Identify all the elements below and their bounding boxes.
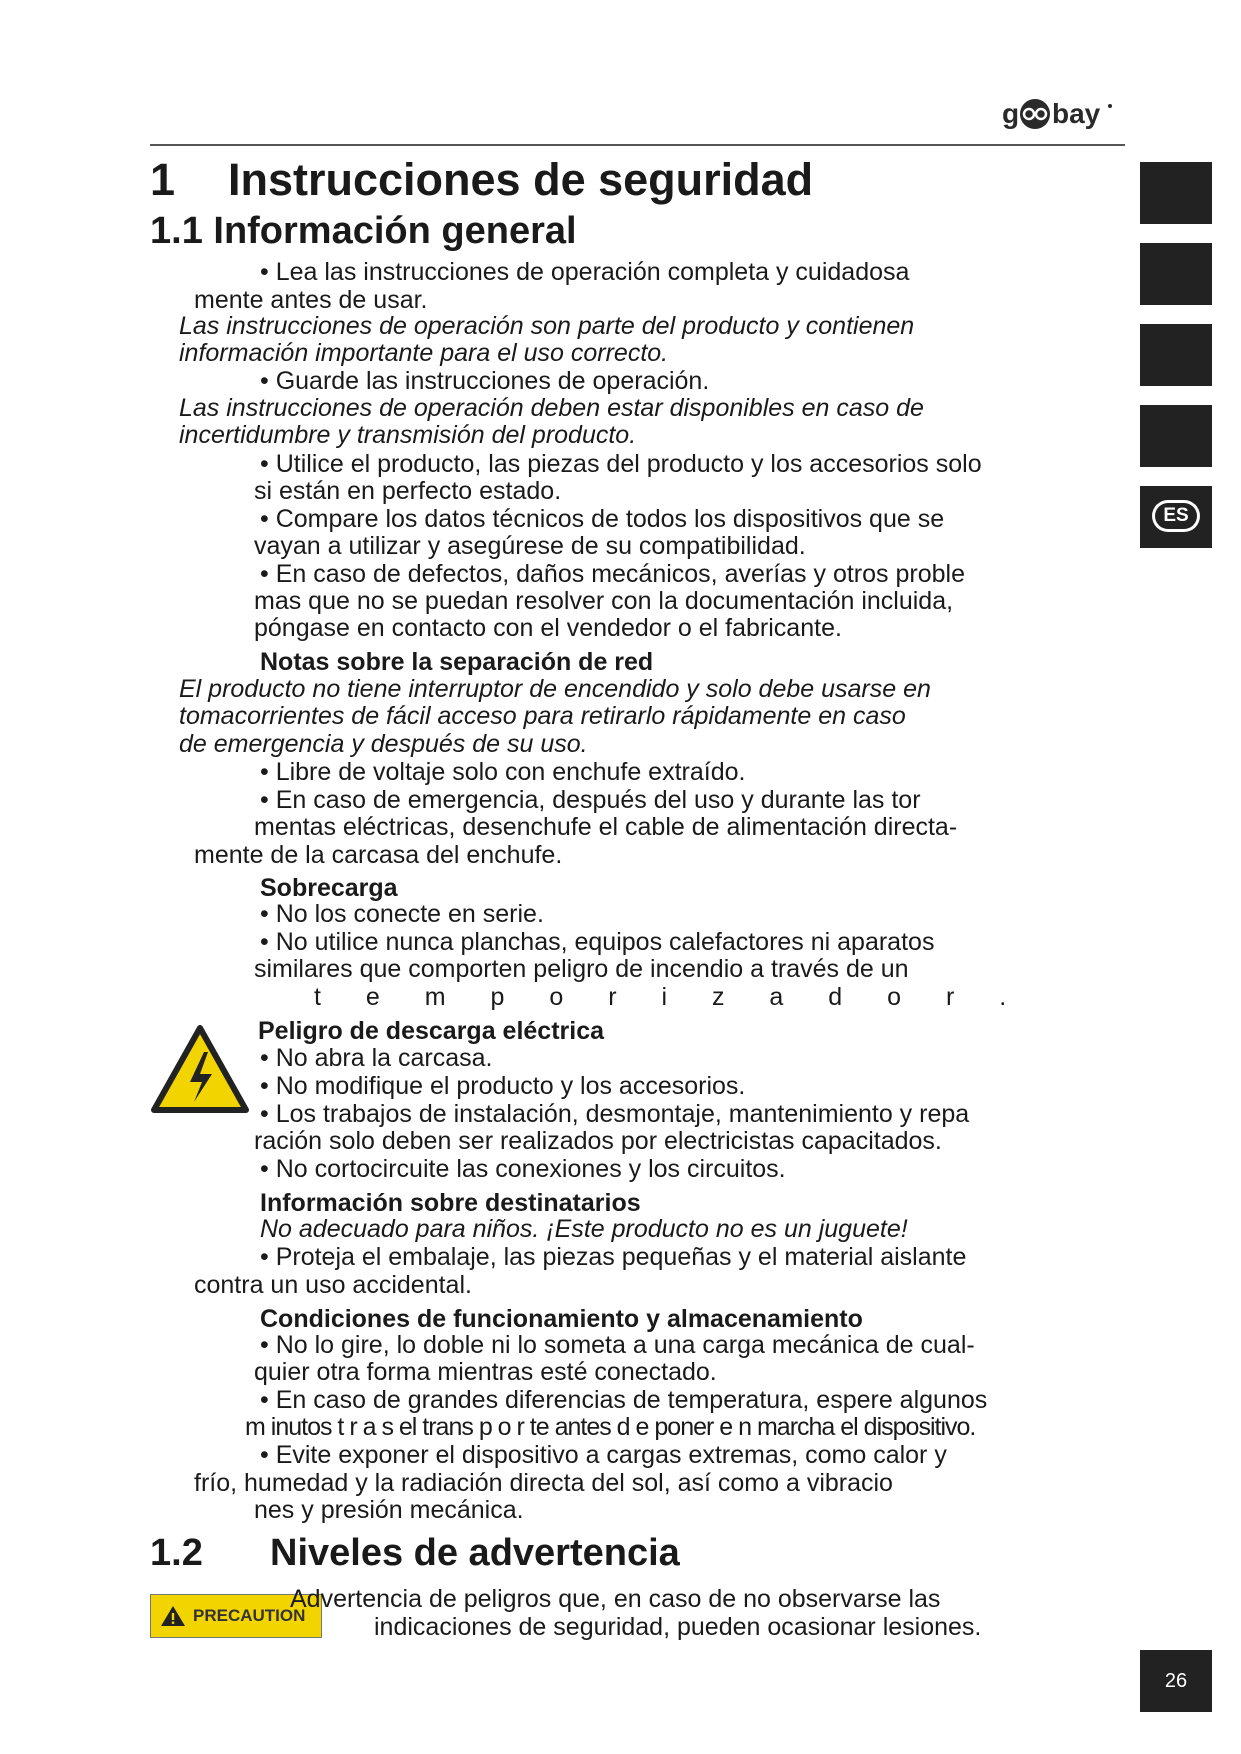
body-line: m inutos t r a s el trans p o r te antes d e poner e n marcha el dispositivo. [245, 1413, 976, 1441]
brand-logo [994, 97, 1132, 138]
chapter-title-text: Instrucciones de seguridad [228, 154, 814, 205]
body-line: tomacorrientes de fácil acceso para retirarlo rápidamente en caso [179, 702, 906, 730]
section-number: 1.2 [150, 1532, 203, 1574]
body-line: • En caso de emergencia, después del uso y durante las tor [260, 786, 921, 814]
body-line: mas que no se puedan resolver con la documentación incluida, [254, 587, 954, 615]
body-line: mente de la carcasa del enchufe. [194, 841, 563, 869]
body-line: información importante para el uso correcto. [179, 339, 669, 367]
body-line: • Compare los datos técnicos de todos los dispositivos que se [260, 505, 945, 533]
body-line: ración solo deben ser realizados por electricistas capacitados. [254, 1127, 942, 1155]
side-tab [1140, 243, 1212, 305]
body-line: contra un uso accidental. [194, 1271, 472, 1299]
body-line: indicaciones de seguridad, pueden ocasionar lesiones. [374, 1613, 982, 1641]
electric-hazard-icon [150, 1024, 250, 1114]
side-tab [1140, 324, 1212, 386]
section-title: Niveles de advertencia [270, 1532, 680, 1574]
section-heading-1-2 [150, 1532, 680, 1575]
body-line: • No utilice nunca planchas, equipos calefactores ni aparatos [260, 928, 935, 956]
chapter-title [150, 154, 813, 206]
body-line: • En caso de grandes diferencias de temperatura, espere algunos [260, 1386, 988, 1414]
language-badge [1152, 500, 1200, 532]
body-line: vayan a utilizar y asegúrese de su compatibilidad. [254, 532, 806, 560]
goobay-logo-icon [1002, 97, 1132, 131]
header-divider [150, 144, 1125, 146]
body-line: mente antes de usar. [194, 286, 428, 314]
precaution-text: PRECAUTION [193, 1606, 306, 1625]
body-line: si están en perfecto estado. [254, 477, 562, 505]
svg-text:g: g [1001, 98, 1019, 129]
language-code: ES [1155, 503, 1197, 529]
body-line: • No los conecte en serie. [260, 900, 544, 928]
body-line: mentas eléctricas, desenchufe el cable de alimentación directa- [254, 813, 958, 841]
body-line: • No cortocircuite las conexiones y los circuitos. [260, 1155, 786, 1183]
body-line: • No abra la carcasa. [260, 1044, 493, 1072]
body-line: Advertencia de peligros que, en caso de no observarse las [290, 1585, 941, 1613]
body-line: quier otra forma mientras esté conectado. [254, 1358, 717, 1386]
subheading: Peligro de descarga eléctrica [258, 1017, 605, 1045]
body-line: • Evite exponer el dispositivo a cargas extremas, como calor y [260, 1441, 947, 1469]
body-line: de emergencia y después de su uso. [179, 730, 588, 758]
subheading: Notas sobre la separación de red [260, 648, 654, 676]
subheading: Sobrecarga [260, 874, 398, 902]
svg-text:bay: bay [1051, 98, 1101, 129]
body-line: • En caso de defectos, daños mecánicos, averías y otros proble [260, 560, 965, 588]
subheading: Información sobre destinatarios [260, 1189, 641, 1217]
body-line: nes y presión mecánica. [254, 1496, 524, 1524]
side-tab [1140, 405, 1212, 467]
warning-triangle-icon [159, 1604, 187, 1628]
body-line: Las instrucciones de operación deben estar disponibles en caso de [179, 394, 924, 422]
body-line: • Proteja el embalaje, las piezas pequeñas y el material aislante [260, 1243, 967, 1271]
body-line: • Los trabajos de instalación, desmontaje, mantenimiento y repa [260, 1100, 970, 1128]
body-line: No adecuado para niños. ¡Este producto no es un juguete! [260, 1215, 908, 1243]
chapter-number: 1 [150, 154, 176, 205]
body-line: frío, humedad y la radiación directa del sol, así como a vibracio [194, 1469, 893, 1497]
body-line: póngase en contacto con el vendedor o el fabricante. [254, 614, 842, 642]
body-line: • Libre de voltaje solo con enchufe extraído. [260, 758, 746, 786]
body-line: • No modifique el producto y los accesorios. [260, 1072, 746, 1100]
body-line: similares que comporten peligro de incendio a través de un [254, 955, 909, 983]
body-line: • No lo gire, lo doble ni lo someta a una carga mecánica de cual- [260, 1331, 975, 1359]
body-line: • Lea las instrucciones de operación completa y cuidadosa [260, 258, 910, 286]
body-line: • Utilice el producto, las piezas del producto y los accesorios solo [260, 450, 982, 478]
body-line: Las instrucciones de operación son parte del producto y contienen [179, 312, 915, 340]
page-number: 26 [1140, 1650, 1212, 1712]
body-line: incertidumbre y transmisión del producto. [179, 421, 637, 449]
subheading: Condiciones de funcionamiento y almacenamiento [260, 1305, 863, 1333]
section-heading-1-1: 1.1 Información general [150, 210, 577, 252]
body-line: El producto no tiene interruptor de encendido y solo debe usarse en [179, 675, 931, 703]
side-tab [1140, 162, 1212, 224]
body-line: • Guarde las instrucciones de operación. [260, 367, 710, 395]
body-line: t e m p o r i z a d o r . [314, 983, 1007, 1011]
